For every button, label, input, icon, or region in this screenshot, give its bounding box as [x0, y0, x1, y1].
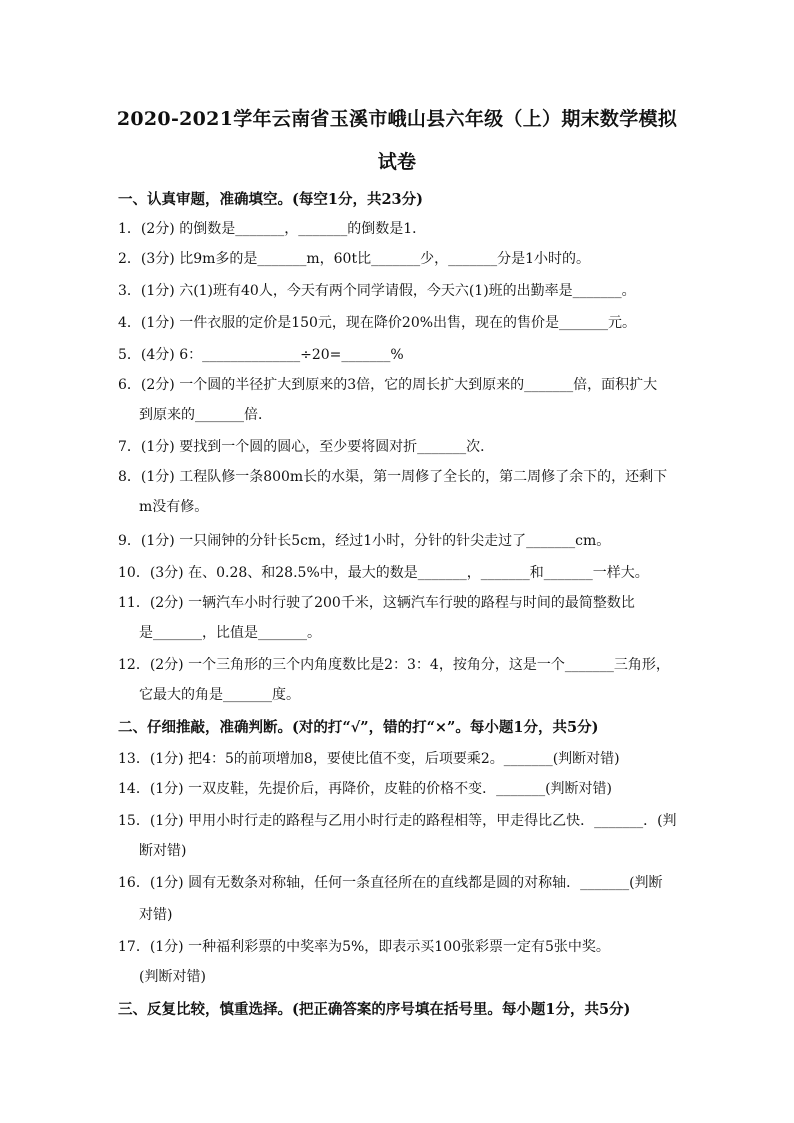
question-12: 12．(2分) 一个三角形的三个内角度数比是2：3：4，按角分，这是一个_______三角形， — [118, 657, 670, 673]
question-10: 10．(3分) 在、0.28、和28.5%中，最大的数是_______，_______和_______一样大。 — [118, 565, 649, 581]
section-3-heading: 三、反复比较，慎重选择。(把正确答案的序号填在括号里。每小题1分，共5分) — [118, 1001, 631, 1018]
question-17: 17．(1分) 一种福利彩票的中奖率为5%，即表示买100张彩票一定有5张中奖。 — [118, 939, 610, 955]
question-2: 2．(3分) 比9m多的是_______m，60t比_______少，_______分是1小时的。 — [118, 251, 590, 267]
section-2-heading: 二、仔细推敲，准确判断。(对的打“√”，错的打“×”。每小题1分，共5分) — [118, 719, 599, 736]
question-11-continued: 是_______，比值是_______。 — [139, 625, 321, 641]
question-16: 16．(1分) 圆有无数条对称轴，任何一条直径所在的直线都是圆的对称轴．_______(判断 — [118, 875, 663, 891]
question-15: 15．(1分) 甲用小时行走的路程与乙用小时行走的路程相等，甲走得比乙快．_______．(判 — [118, 813, 677, 829]
question-11: 11．(2分) 一辆汽车小时行驶了200千米，这辆汽车行驶的路程与时间的最简整数比 — [118, 595, 635, 611]
question-6: 6．(2分) 一个圆的半径扩大到原来的3倍，它的周长扩大到原来的_______倍，面积扩大 — [118, 377, 658, 393]
question-8-continued: m没有修。 — [139, 499, 209, 515]
question-17-continued: (判断对错) — [139, 969, 206, 985]
question-12-continued: 它最大的角是_______度。 — [139, 687, 300, 703]
question-13: 13．(1分) 把4：5的前项增加8，要使比值不变，后项要乘2。_______(判断对错) — [118, 751, 620, 767]
question-7: 7．(1分) 要找到一个圆的圆心，至少要将圆对折_______次． — [118, 439, 495, 455]
question-5: 5．(4分) 6：______________÷20=_______% — [118, 347, 404, 363]
question-9: 9．(1分) 一只闹钟的分针长5cm，经过1小时，分针的针尖走过了_______cm。 — [118, 533, 611, 549]
question-14: 14．(1分) 一双皮鞋，先提价后，再降价，皮鞋的价格不变．_______(判断对错) — [118, 781, 613, 797]
question-8: 8．(1分) 工程队修一条800m长的水渠，第一周修了全长的，第二周修了余下的，还剩下 — [118, 469, 668, 485]
exam-title-line1: 2020-2021学年云南省玉溪市峨山县六年级（上）期末数学模拟 — [116, 108, 678, 130]
question-16-continued: 对错) — [139, 907, 173, 923]
section-1-heading: 一、认真审题，准确填空。(每空1分，共23分) — [118, 191, 423, 208]
question-15-continued: 断对错) — [139, 843, 187, 859]
question-6-continued: 到原来的_______倍． — [139, 407, 272, 423]
question-4: 4．(1分) 一件衣服的定价是150元，现在降价20%出售，现在的售价是_______元。 — [118, 315, 637, 331]
exam-title-line2: 试卷 — [377, 151, 417, 173]
question-3: 3．(1分) 六(1)班有40人，今天有两个同学请假，今天六(1)班的出勤率是_______。 — [118, 283, 636, 299]
question-1: 1．(2分) 的倒数是_______，_______的倒数是1． — [118, 221, 427, 237]
